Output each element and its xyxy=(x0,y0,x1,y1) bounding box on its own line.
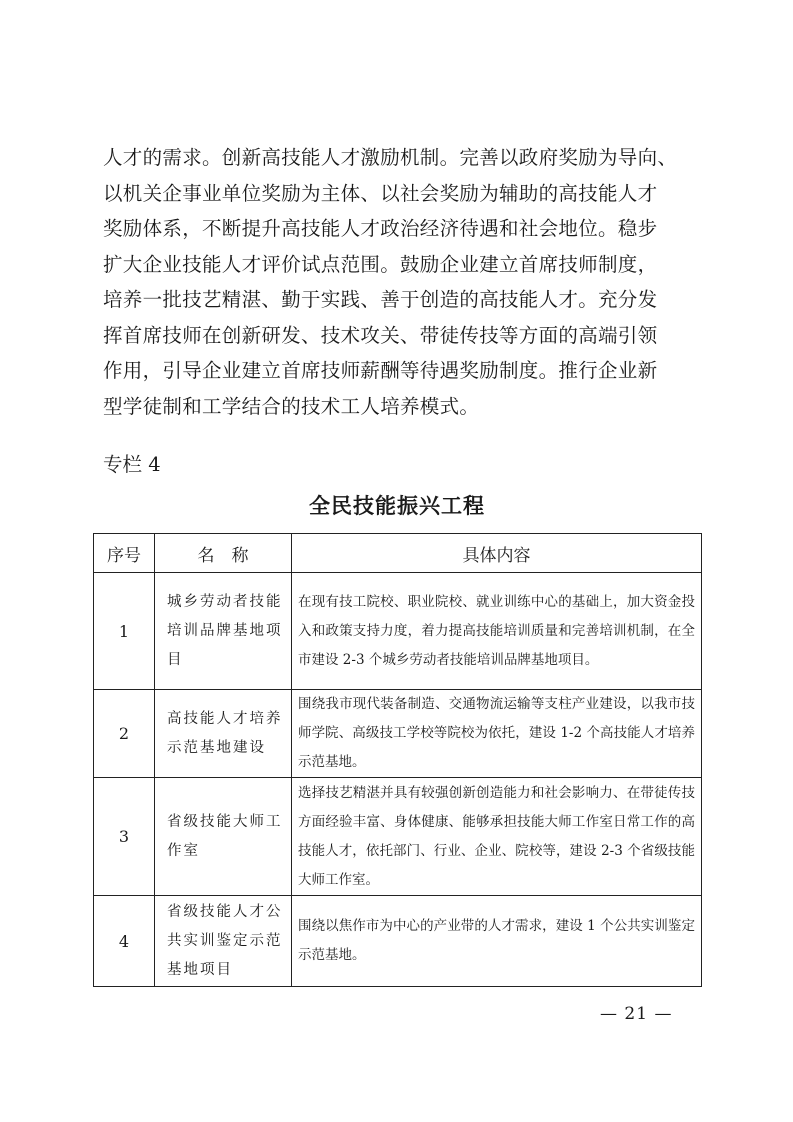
row-seq: 3 xyxy=(94,778,155,896)
row-content: 在现有技工院校、职业院校、就业训练中心的基础上，加大资金投入和政策支持力度，着力提高技能培训质量和完善培训机制，在全市建设 2-3 个城乡劳动者技能培训品牌基地项目。 xyxy=(292,573,702,690)
row-seq: 1 xyxy=(94,573,155,690)
row-content: 围绕我市现代装备制造、交通物流运输等支柱产业建设，以我市技师学院、高级技工学校等院校为依托，建设 1-2 个高技能人才培养示范基地。 xyxy=(292,690,702,778)
table-row xyxy=(94,573,702,690)
row-seq: 2 xyxy=(94,690,155,778)
project-table xyxy=(93,533,702,987)
row-name: 省级技能人才公共实训鉴定示范基地项目 xyxy=(155,896,292,987)
row-name: 城乡劳动者技能培训品牌基地项目 xyxy=(155,573,292,690)
row-name: 高技能人才培养示范基地建设 xyxy=(155,690,292,778)
table-header-row xyxy=(94,534,702,573)
header-seq: 序号 xyxy=(94,534,155,573)
box-label: 专栏 4 xyxy=(103,453,161,476)
row-content: 选择技艺精湛并具有较强创新创造能力和社会影响力、在带徒传技方面经验丰富、身体健康、能够承担技能大师工作室日常工作的高技能人才，依托部门、行业、企业、院校等，建设 2-3 个省级技能大师工作室。 xyxy=(292,778,702,896)
row-content: 围绕以焦作市为中心的产业带的人才需求，建设 1 个公共实训鉴定示范基地。 xyxy=(292,896,702,987)
table-title: 全民技能振兴工程 xyxy=(309,493,485,518)
table-row xyxy=(94,778,702,896)
page-number: — 21 — xyxy=(600,1004,673,1024)
header-name: 名 称 xyxy=(155,534,292,573)
row-name: 省级技能大师工作室 xyxy=(155,778,292,896)
header-content: 具体内容 xyxy=(292,534,702,573)
table-row xyxy=(94,896,702,987)
table-row xyxy=(94,690,702,778)
body-paragraph: 人才的需求。创新高技能人才激励机制。完善以政府奖励为导向、 以机关企事业单位奖励为主体、以社会奖励为辅助的高技能人才 奖励体系，不断提升高技能人才政治经济待遇和社会地位。稳步 扩大企业技能人才评价试点范围。鼓励企业建立首席技师制度， 培养一批技艺精湛、勤于实践、善于创造的高技能人才。充分发 挥首席技师在创新研发、技术攻关、带徒传技等方面的高端引领 作用，引导企业建立首席技师薪酬等待遇奖励制度。推行企业新 型学徒制和工学结合的技术工人培养模式。 xyxy=(103,146,678,418)
row-seq: 4 xyxy=(94,896,155,987)
